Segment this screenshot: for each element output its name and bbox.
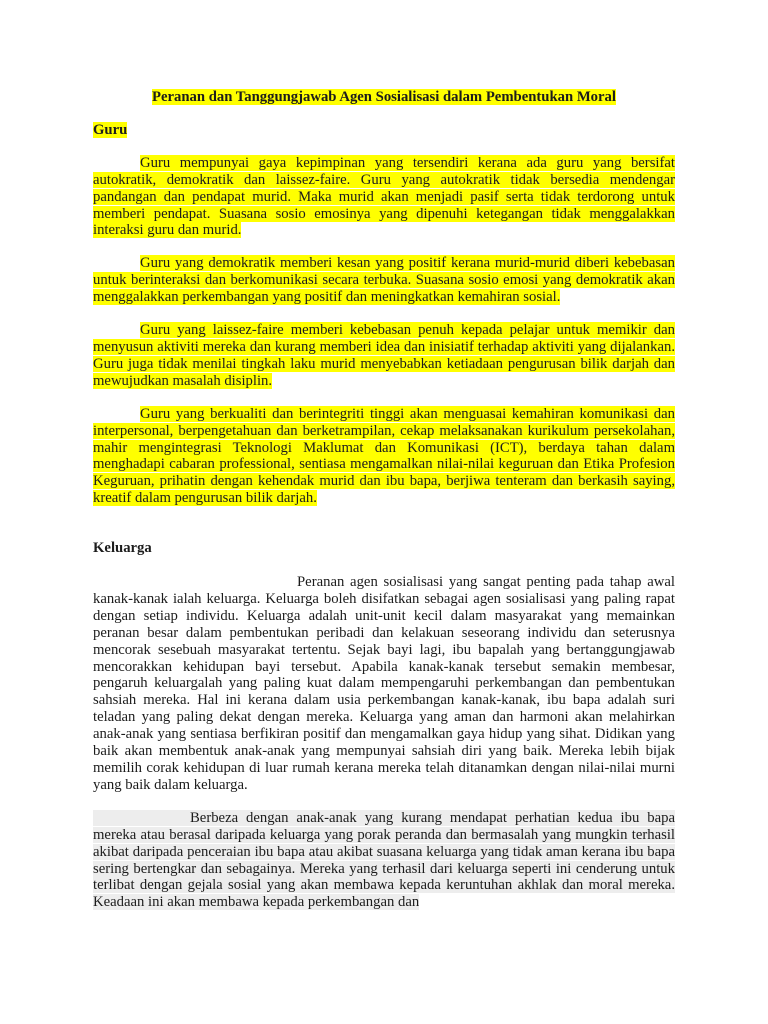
paragraph-keluarga-peranan: Peranan agen sosialisasi yang sangat penting pada tahap awal kanak-kanak ialah keluarga. Keluarga boleh disifatkan sebagai agen sosialisasi yang paling rapat dengan setiap individu. Keluarga adalah unit-unit kecil dalam masyarakat yang memainkan peranan besar dalam pembentukan peribadi dan kelakuan seseorang individu dan seterusnya mencorak sesebuah masyarakat tertentu. Sejak bayi lagi, ibu bapalah yang bertanggungjawab mencorakkan kehidupan bayi tersebut. Apabila kanak-kanak tersebut semakin membesar, pengaruh keluargalah yang paling kuat dalam mempengaruhi perkembangan dan pembentukan sahsiah mereka. Hal ini kerana dalam usia perkembangan kanak-kanak, ibu bapa adalah suri teladan yang paling dekat dengan mereka. Keluarga yang aman dan harmoni akan melahirkan anak-anak yang sentiasa berfikiran positif dan mengamalkan gaya hidup yang sihat. Didikan yang baik akan membentuk anak-anak yang mempunyai sahsiah diri yang baik. Mereka lebih bijak memilih corak kehidupan di luar rumah kerana mereka telah ditanamkan dengan nilai-nilai murni yang baik dalam keluarga. [93, 574, 675, 793]
paragraph-guru-demokratik [93, 255, 675, 306]
paragraph-guru-berkualiti [93, 406, 675, 507]
paragraph-text: Guru yang demokratik memberi kesan yang positif kerana murid-murid diberi kebebasan untuk berinteraksi dan berkomunikasi secara terbuka. Suasana sosio emosi yang demokratik akan menggalakkan perkembangan yang positif dan meningkatkan kemahiran sosial. [93, 255, 675, 306]
document-title-block [93, 89, 675, 106]
paragraph-guru-autokratik [93, 155, 675, 240]
paragraph-text: Guru yang laissez-faire memberi kebebasan penuh kepada pelajar untuk memikir dan menyusun aktiviti mereka dan kurang memberi idea dan inisiatif terhadap aktiviti yang dijalankan. Guru juga tidak menilai tingkah laku murid menyebabkan ketiadaan pengurusan bilik darjah dan mewujudkan masalah disiplin. [93, 322, 675, 389]
document-title: Peranan dan Tanggungjawab Agen Sosialisasi dalam Pembentukan Moral [152, 89, 616, 105]
paragraph-text: Berbeza dengan anak-anak yang kurang mendapat perhatian kedua ibu bapa mereka atau berasal daripada keluarga yang porak peranda dan bermasalah yang mungkin terhasil akibat daripada penceraian ibu bapa atau akibat suasana keluarga yang tidak aman kerana ibu bapa sering bertengkar dan sebagainya. Mereka yang terhasil dari keluarga seperti ini cenderung untuk terlibat dengan gejala sosial yang akan membawa kepada keruntuhan akhlak dan moral mereka. Keadaan ini akan membawa kepada perkembangan dan [93, 809, 675, 911]
paragraph-text: Guru mempunyai gaya kepimpinan yang tersendiri kerana ada guru yang bersifat autokratik, demokratik dan laissez-faire. Guru yang autokratik tidak bersedia mendengar pandangan dan pendapat murid. Maka murid akan menjadi pasif serta tidak terdorong untuk memberi pendapat. Suasana sosio emosinya yang dipenuhi ketegangan tidak menggalakkan interaksi guru dan murid. [93, 154, 675, 239]
paragraph-guru-laissez-faire [93, 322, 675, 390]
section-heading-keluarga: Keluarga [93, 540, 152, 557]
section-heading-guru: Guru [93, 121, 128, 138]
section-heading-guru-block [93, 122, 675, 139]
paragraph-text: Guru yang berkualiti dan berintegriti tinggi akan menguasai kemahiran komunikasi dan interpersonal, berpengetahuan dan berketrampilan, cekap melaksanakan kurikulum persekolahan, mahir mengintegrasi Teknologi Maklumat dan Komunikasi (ICT), berdaya tahan dalam menghadapi cabaran professional, sentiasa mengamalkan nilai-nilai keguruan dan Etika Profesion Keguruan, prihatin dengan kehendak murid dan ibu bapa, berjiwa tenteram dan berkasih saying, kreatif dalam pengurusan bilik darjah. [93, 405, 675, 507]
paragraph-keluarga-berbeza [93, 810, 675, 911]
document-page [93, 89, 675, 911]
paragraph-indent-shading [93, 810, 190, 826]
